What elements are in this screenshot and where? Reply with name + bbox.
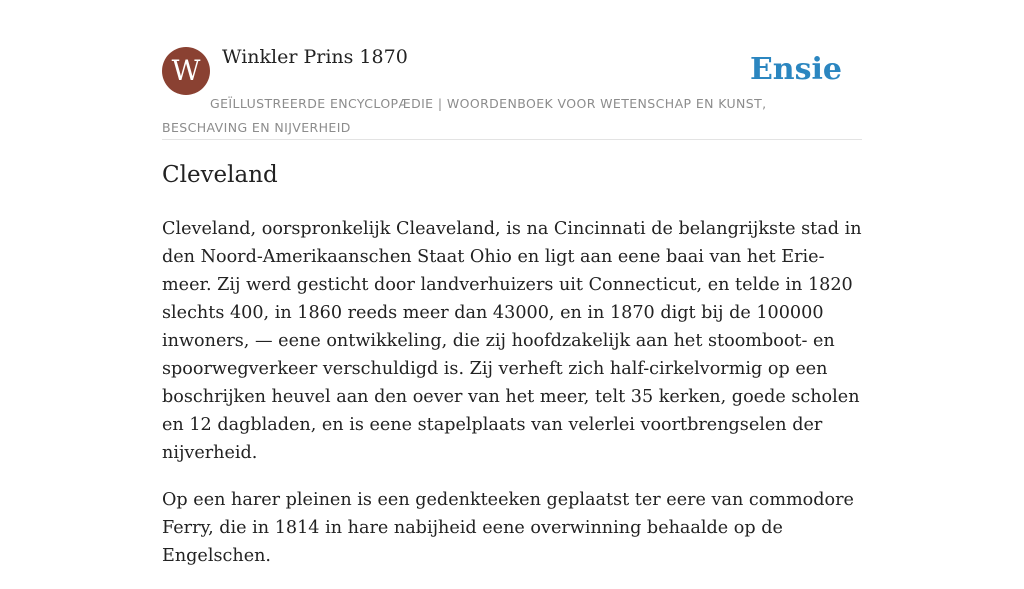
source-subtitle: GEÏLLUSTREERDE ENCYCLOPÆDIE | WOORDENBOEK VOOR WETENSCHAP EN KUNST, BESCHAVING EN NIJVERHEID xyxy=(162,96,767,135)
article-paragraph: Op een harer pleinen is een gedenkteeken geplaatst ter eere van commodore Ferry, die in 1814 in hare nabijheid eene overwinning behaalde op de Engelschen. xyxy=(162,490,854,566)
article-paragraph: Cleveland, oorspronkelijk Cleaveland, is na Cincinnati de belangrijkste stad in den Noord-Amerikaanschen Staat Ohio en ligt aan eene baai van het Erie-meer. Zij werd gesticht door landverhuizers uit Connecticut, en telde in 1820 slechts 400, in 1860 reeds meer dan 43000, en in 1870 digt bij de 100000 inwoners, — eene ontwikkeling, die zij hoofdzakelijk aan het stoomboot- en spoorwegverkeer verschuldigd is. Zij verheft zich half-cirkelvormig op een boschrijken heuvel aan den oever van het meer, telt 35 kerken, goede scholen en 12 dagbladen, en is eene stapelplaats van velerlei voortbrengselen der nijverheid. xyxy=(162,219,862,463)
source-title[interactable]: Winkler Prins 1870 xyxy=(222,46,408,68)
source-header xyxy=(162,46,862,140)
article-title: Cleveland xyxy=(162,162,278,188)
avatar[interactable]: W xyxy=(162,47,210,95)
brand-logo[interactable]: Ensie xyxy=(749,52,842,87)
article-body xyxy=(162,215,867,589)
